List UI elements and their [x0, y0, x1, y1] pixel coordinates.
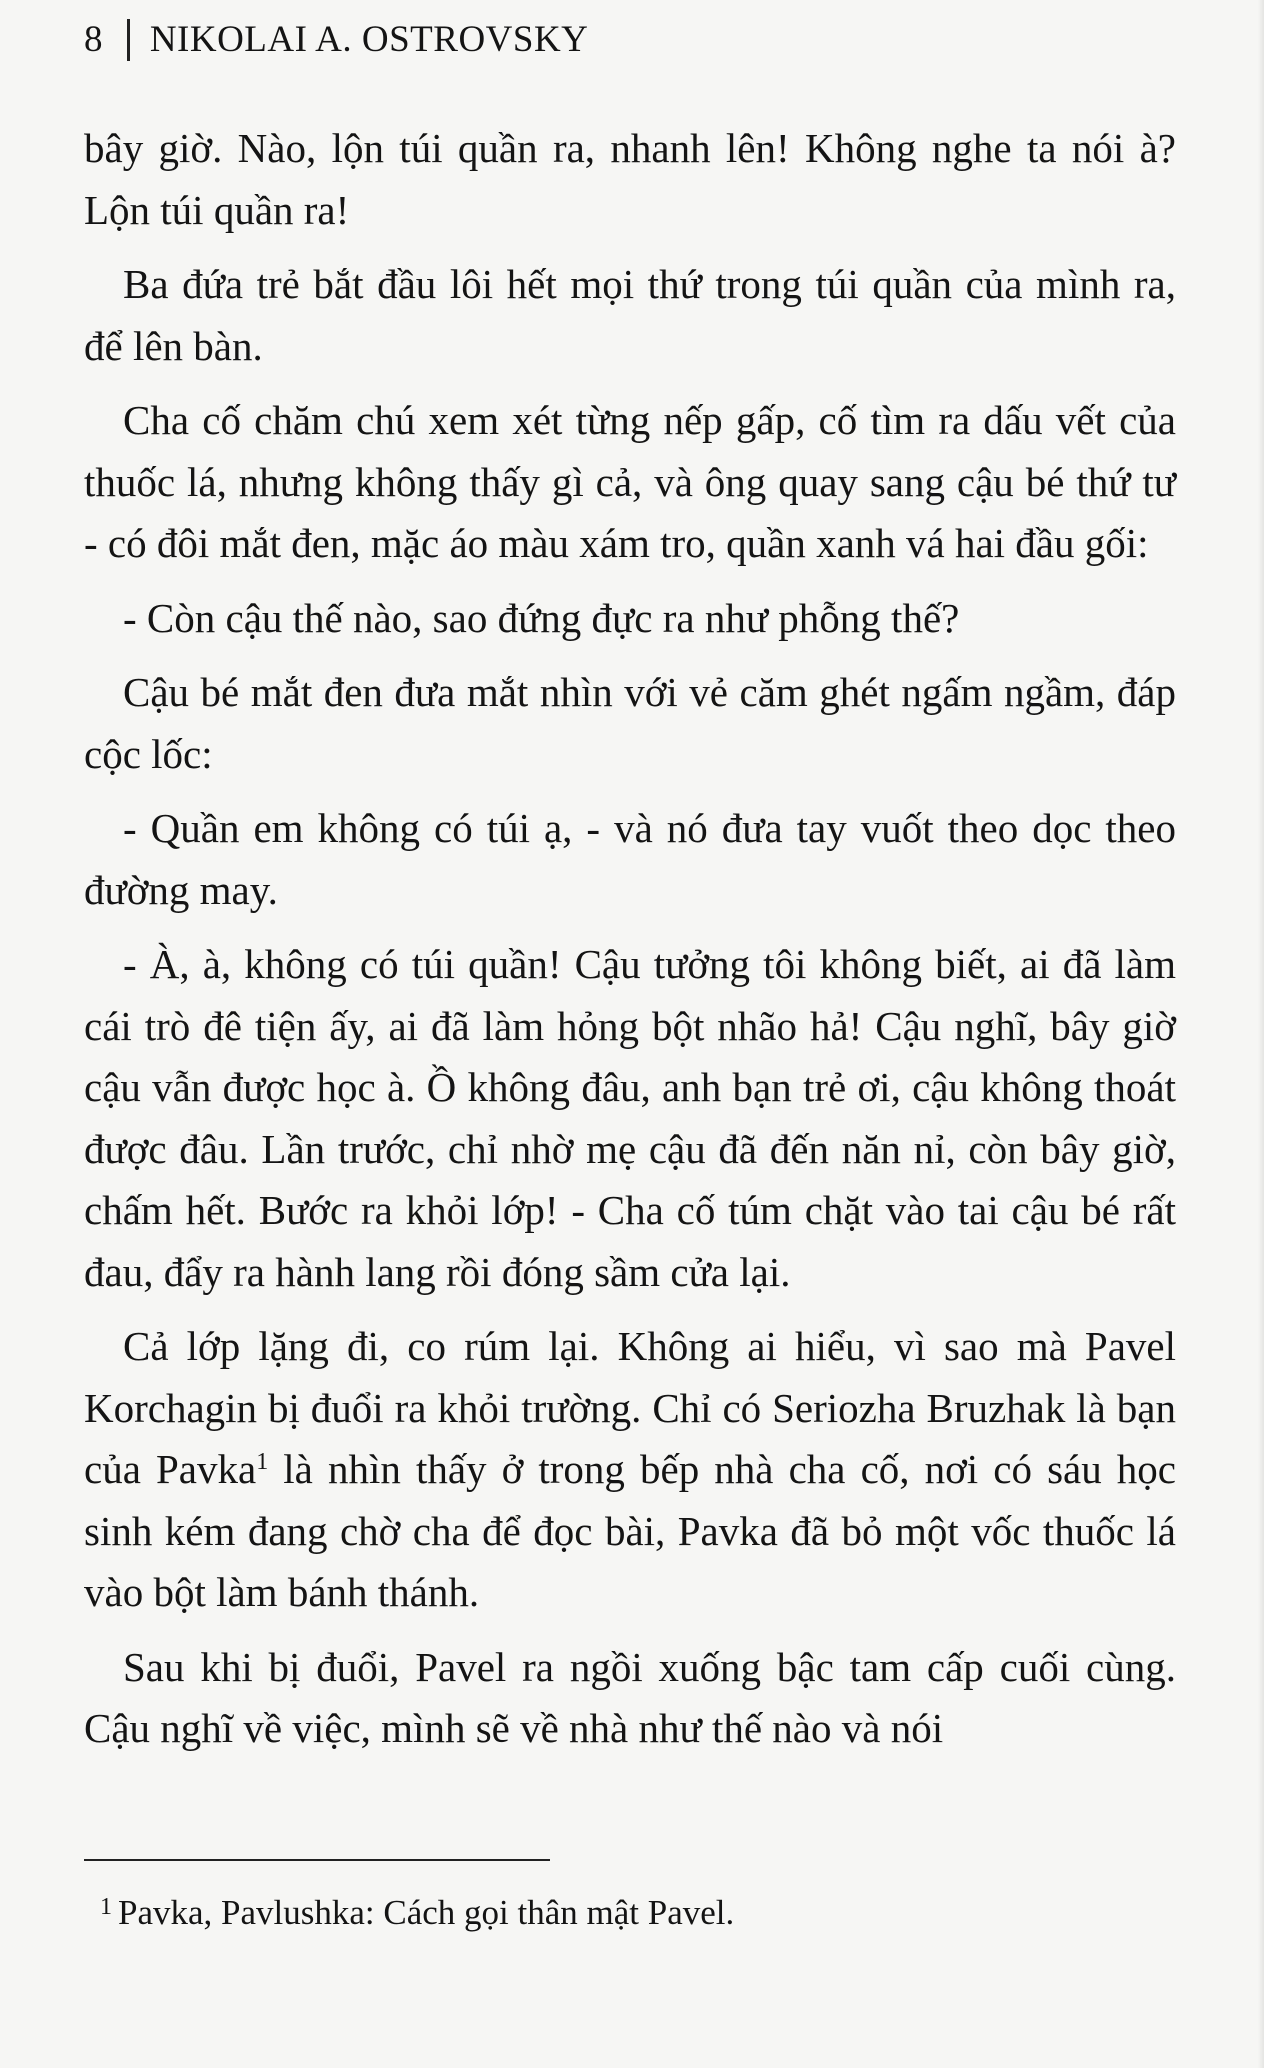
footnote-reference[interactable]: 1: [256, 1449, 269, 1475]
body-text: [84, 118, 1176, 1773]
footnote-number: 1: [100, 1894, 112, 1920]
header-divider: [127, 19, 130, 61]
footnote-rule: [84, 1859, 550, 1861]
paragraph: Sau khi bị đuổi, Pavel ra ngồi xuống bậc tam cấp cuối cùng. Cậu nghĩ về việc, mình sẽ về nhà như thế nào và nói: [84, 1643, 1176, 1751]
paragraph-part: Cả lớp lặng đi, co rúm lại. Không ai hiểu, vì sao mà Pavel Korchagin bị đuổi ra khỏi trường. Chỉ có Seriozha Bruzhak là bạn của Pavka: [84, 1323, 1176, 1492]
paragraph: Ba đứa trẻ bắt đầu lôi hết mọi thứ trong túi quần của mình ra, để lên bàn.: [84, 261, 1176, 369]
dialogue-line: - À, à, không có túi quần! Cậu tưởng tôi không biết, ai đã làm cái trò đê tiện ấy, ai đã làm hỏng bột nhão hả! Cậu nghĩ, bây giờ cậu vẫn được học à. Ồ không đâu, anh bạn trẻ ơi, cậu không thoát được đâu. Lần trước, chỉ nhờ mẹ cậu đã đến năn nỉ, còn bây giờ, chấm hết. Bước ra khỏi lớp! - Cha cố túm chặt vào tai cậu bé rất đau, đẩy ra hành lang rồi đóng sầm cửa lại.: [84, 941, 1176, 1295]
running-header: [84, 18, 588, 61]
footnote-text: Pavka, Pavlushka: Cách gọi thân mật Pavel.: [118, 1893, 735, 1932]
author-name: NIKOLAI A. OSTROVSKY: [149, 19, 589, 60]
paragraph: Cha cố chăm chú xem xét từng nếp gấp, cố tìm ra dấu vết của thuốc lá, nhưng không thấy gì cả, và ông quay sang cậu bé thứ tư - có đôi mắt đen, mặc áo màu xám tro, quần xanh vá hai đầu gối:: [84, 397, 1176, 566]
page-number: 8: [84, 19, 103, 60]
paragraph-part: là nhìn thấy ở trong bếp nhà cha cố, nơi có sáu học sinh kém đang chờ cha để đọc bài, Pavka đã bỏ một vốc thuốc lá vào bột làm bánh thánh.: [84, 1446, 1177, 1615]
page-edge-shadow: [1258, 0, 1264, 2068]
dialogue-line: - Quần em không có túi ạ, - và nó đưa tay vuốt theo dọc theo đường may.: [84, 805, 1176, 913]
paragraph: [84, 1316, 1176, 1624]
footnote: [100, 1885, 734, 1935]
dialogue-line: - Còn cậu thế nào, sao đứng đực ra như phỗng thế?: [123, 594, 960, 641]
paragraph: Cậu bé mắt đen đưa mắt nhìn với vẻ căm ghét ngấm ngầm, đáp cộc lốc:: [84, 669, 1176, 777]
paragraph: bây giờ. Nào, lộn túi quần ra, nhanh lên! Không nghe ta nói à? Lộn túi quần ra!: [84, 125, 1176, 233]
